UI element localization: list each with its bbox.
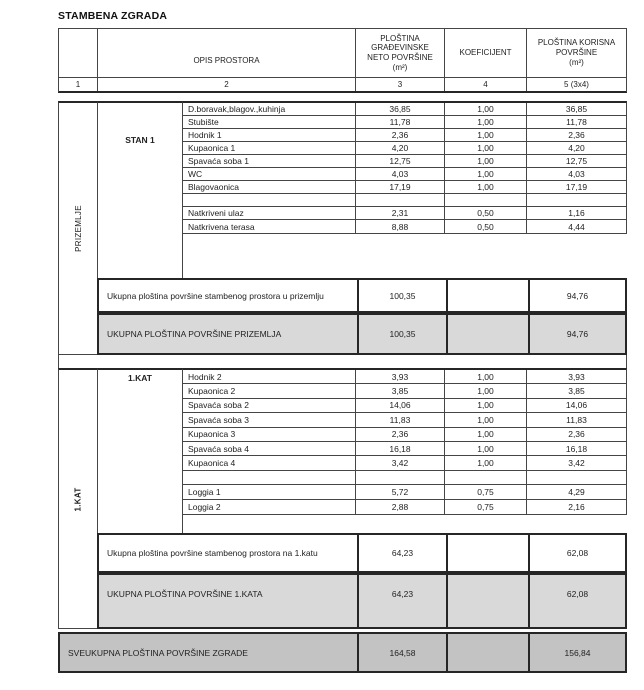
room-neto-value: 2,36	[356, 428, 445, 442]
group-cell-1kat	[97, 368, 182, 533]
total-label: UKUPNA PLOŠTINA POVRŠINE 1.KATA	[107, 589, 263, 599]
room-name: D.boravak,blagov.,kuhinja	[183, 103, 356, 116]
room-koef-value: 0,75	[445, 500, 527, 514]
subtotal-row-prizemlje	[97, 278, 627, 313]
room-koef-value: 1,00	[445, 456, 527, 470]
room-name: Natkrivena terasa	[183, 220, 356, 233]
room-koef-value: 1,00	[445, 428, 527, 442]
room-koef-value	[445, 471, 527, 485]
room-korisna-value: 3,85	[527, 384, 626, 398]
room-koef-value: 1,00	[445, 181, 527, 194]
total-neto-value: 64,23	[357, 575, 446, 627]
room-koef-value: 1,00	[445, 442, 527, 456]
subtotal-koef-value	[446, 280, 528, 311]
header-koeficijent: KOEFICIJENT	[445, 29, 527, 78]
room-koef-value	[445, 194, 527, 207]
room-neto-value: 8,88	[356, 220, 445, 233]
room-name: Blagovaonica	[183, 181, 356, 194]
room-neto-value: 11,78	[356, 116, 445, 129]
room-neto-value: 11,83	[356, 413, 445, 427]
column-number-5: 5 (3x4)	[564, 79, 589, 89]
room-name: Kupaonica 3	[183, 428, 356, 442]
grand-total-row	[58, 632, 627, 673]
room-name: Loggia 2	[183, 500, 356, 514]
total-row-prizemlje	[97, 313, 627, 355]
room-neto-value: 4,20	[356, 142, 445, 155]
room-korisna-value: 4,29	[527, 485, 626, 499]
room-name	[183, 194, 356, 207]
grand-total-korisna-value: 156,84	[528, 634, 625, 671]
subtotal-label: Ukupna ploština površine stambenog prostora na 1.katu	[107, 548, 318, 558]
room-koef-value: 1,00	[445, 155, 527, 168]
room-name: Stubište	[183, 116, 356, 129]
room-neto-value: 36,85	[356, 103, 445, 116]
header-line: (m²)	[392, 62, 408, 72]
header-line: NETO POVRŠINE	[367, 53, 433, 62]
room-korisna-value: 4,44	[568, 221, 585, 232]
group-cell-stan1	[97, 101, 182, 278]
room-korisna-value: 36,85	[527, 103, 626, 116]
subtotal-korisna-value: 62,08	[528, 535, 625, 571]
total-korisna-value: 94,76	[528, 315, 625, 353]
room-name: Spavaća soba 1	[183, 155, 356, 168]
total-koef-value	[446, 315, 528, 353]
header-line: PLOŠTINA KORISNA	[537, 38, 616, 48]
room-name	[183, 471, 356, 485]
floor-label-prizemlje: PRIZEMLJE	[73, 205, 83, 252]
header-line: PLOŠTINA	[380, 33, 420, 43]
room-name: Spavaća soba 3	[183, 413, 356, 427]
room-neto-value: 3,42	[356, 456, 445, 470]
total-korisna-value: 62,08	[528, 575, 625, 627]
room-name: Loggia 1	[183, 485, 356, 499]
page-title: STAMBENA ZGRADA	[58, 10, 168, 22]
room-korisna-value: 16,18	[527, 442, 626, 456]
room-korisna-value: 2,36	[527, 129, 626, 142]
room-koef-value: 1,00	[445, 116, 527, 129]
column-number-4: 4	[445, 78, 527, 91]
column-number-2: 2	[98, 78, 356, 91]
room-neto-value: 2,31	[356, 207, 445, 220]
floor-cell-prizemlje	[58, 101, 97, 355]
subtotal-neto-value: 64,23	[357, 535, 446, 571]
room-neto-value	[356, 194, 445, 207]
room-neto-value: 14,06	[356, 399, 445, 413]
header-neto-povrsine	[356, 29, 445, 78]
room-neto-value: 4,03	[356, 168, 445, 181]
room-neto-value: 2,36	[356, 129, 445, 142]
room-neto-value: 2,88	[356, 500, 445, 514]
room-korisna-value	[527, 471, 626, 485]
room-koef-value: 1,00	[445, 142, 527, 155]
column-divider-line	[182, 515, 183, 533]
total-koef-value	[446, 575, 528, 627]
room-name: WC	[183, 168, 356, 181]
header-line: GRAĐEVINSKE	[371, 43, 429, 53]
room-koef-value: 0,50	[445, 220, 527, 233]
section-separator	[58, 355, 627, 368]
room-koef-value: 1,00	[445, 399, 527, 413]
header-line: POVRŠINE	[555, 48, 598, 58]
room-name: Kupaonica 2	[183, 384, 356, 398]
room-koef-value: 1,00	[445, 413, 527, 427]
room-name: Kupaonica 4	[183, 456, 356, 470]
room-neto-value: 17,19	[356, 181, 445, 194]
subtotal-korisna-value: 94,76	[528, 280, 625, 311]
room-korisna-value: 17,19	[527, 181, 626, 194]
room-name: Spavaća soba 4	[183, 442, 356, 456]
room-koef-value: 1,00	[445, 168, 527, 181]
table-header	[58, 28, 627, 93]
room-korisna-value: 4,20	[527, 142, 626, 155]
room-korisna-value: 3,93	[527, 370, 626, 384]
rooms-table-1kat	[182, 368, 627, 515]
room-korisna-value: 1,16	[527, 207, 626, 220]
total-neto-value: 100,35	[357, 315, 446, 353]
subtotal-neto-value: 100,35	[357, 280, 446, 311]
column-number-3: 3	[356, 78, 445, 91]
rooms-table-prizemlje	[182, 101, 627, 234]
room-korisna-value: 2,16	[568, 501, 585, 512]
room-neto-value: 3,93	[356, 370, 445, 384]
header-korisna-povrsina	[527, 29, 626, 78]
total-label: UKUPNA PLOŠTINA POVRŠINE PRIZEMLJA	[107, 329, 282, 339]
room-name: Spavaća soba 2	[183, 399, 356, 413]
subtotal-label: Ukupna ploština površine stambenog prostora u prizemlju	[107, 290, 324, 301]
room-koef-value: 1,00	[445, 103, 527, 116]
column-divider-line	[182, 234, 183, 278]
room-koef-value: 1,00	[445, 384, 527, 398]
floor-cell-1kat	[58, 368, 97, 629]
room-korisna-value: 12,75	[527, 155, 626, 168]
room-korisna-value: 4,03	[527, 168, 626, 181]
total-row-1kat	[97, 573, 627, 629]
grand-total-label: SVEUKUPNA PLOŠTINA POVRŠINE ZGRADE	[68, 647, 248, 658]
room-korisna-value: 3,42	[527, 456, 626, 470]
group-label-stan1: STAN 1	[125, 135, 155, 145]
header-cell-blank	[59, 29, 98, 78]
room-korisna-value: 14,06	[527, 399, 626, 413]
header-line: (m²)	[569, 57, 584, 67]
column-number-1: 1	[59, 78, 98, 91]
subtotal-row-1kat	[97, 533, 627, 573]
header-opis-prostora: OPIS PROSTORA	[98, 29, 356, 78]
room-koef-value: 0,75	[445, 485, 527, 499]
room-koef-value: 1,00	[445, 370, 527, 384]
room-korisna-value: 11,83	[527, 413, 626, 427]
subtotal-koef-value	[446, 535, 528, 571]
room-korisna-value: 11,78	[527, 116, 626, 129]
grand-total-neto-value: 164,58	[357, 634, 446, 671]
room-neto-value: 12,75	[356, 155, 445, 168]
room-name: Hodnik 2	[183, 370, 356, 384]
grand-total-koef-value	[446, 634, 528, 671]
room-koef-value: 1,00	[445, 129, 527, 142]
room-neto-value: 5,72	[356, 485, 445, 499]
room-name: Natkriveni ulaz	[183, 207, 356, 220]
room-koef-value: 0,50	[445, 207, 527, 220]
group-label-1kat: 1.KAT	[128, 373, 152, 383]
room-neto-value	[356, 471, 445, 485]
floor-label-1kat: 1.KAT	[73, 486, 83, 512]
room-neto-value: 3,85	[356, 384, 445, 398]
room-neto-value: 16,18	[356, 442, 445, 456]
room-name: Hodnik 1	[183, 129, 356, 142]
room-korisna-value: 2,36	[527, 428, 626, 442]
room-korisna-value	[527, 194, 626, 207]
room-name: Kupaonica 1	[183, 142, 356, 155]
